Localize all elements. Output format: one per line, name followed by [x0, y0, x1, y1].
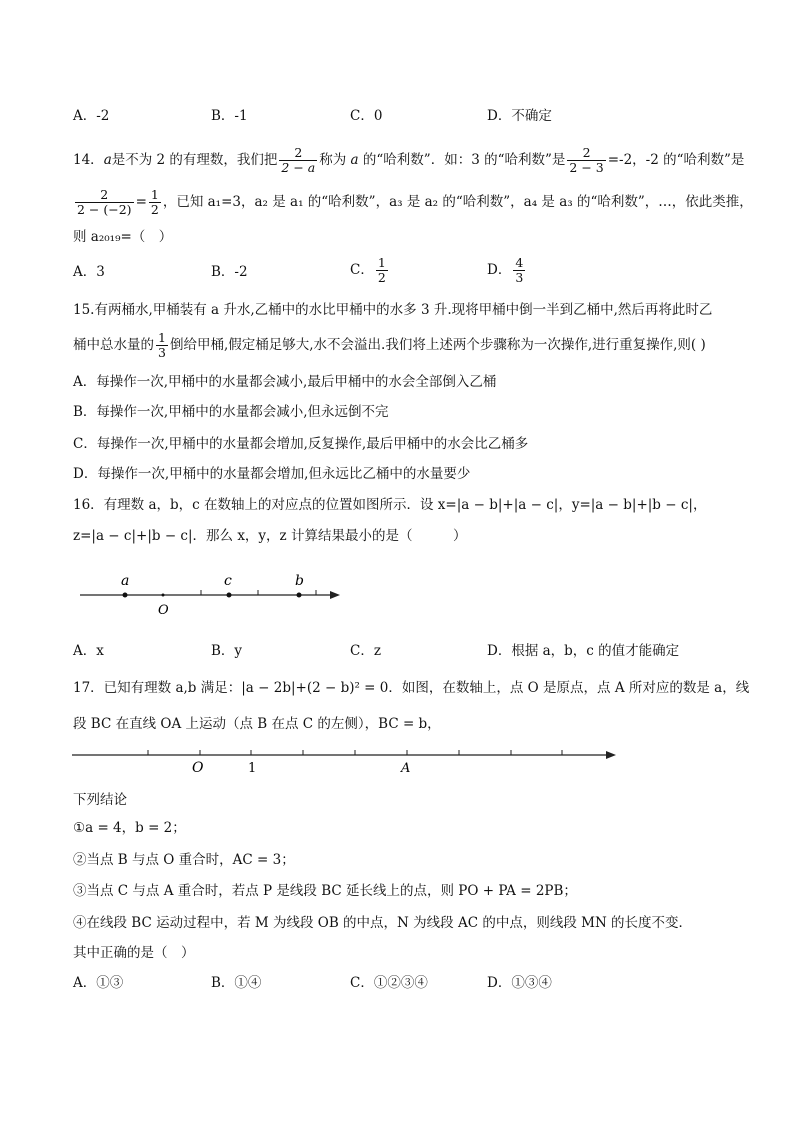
q15-option-b: B．每操作一次,甲桶中的水量都会减小,但永远倒不完 — [73, 404, 389, 420]
q13-option-a: A．-2 — [73, 108, 110, 124]
q15-line1: 15.有两桶水,甲桶装有 a 升水,乙桶中的水比甲桶中的水多 3 升.现将甲桶中倒一半到乙桶中,然后再将此时乙 — [73, 302, 713, 318]
q14-frac-example2: $\frac{2}{2 - (-2)}$ — [77, 187, 132, 217]
q13-option-b: B．-1 — [211, 108, 248, 124]
q14-option-c: C． $\frac{1}{2}$ — [350, 255, 386, 285]
q14-option-b: B．-2 — [211, 264, 248, 280]
q17-question: 其中正确的是（ ） — [73, 945, 195, 961]
q16-option-a: A．x — [73, 643, 104, 659]
q17-label-o: O — [192, 760, 204, 776]
q15-option-c: C．每操作一次,甲桶中的水量都会增加,反复操作,最后甲桶中的水会比乙桶多 — [73, 436, 529, 452]
q16-label-c: c — [224, 573, 232, 589]
q17-line1: 17．已知有理数 a,b 满足：|a − 2b|+(2 − b)² = 0．如图，在数轴上，点 O 是原点，点 A 所对应的数是 a，线 — [73, 680, 750, 696]
q17-option-b: B．①④ — [211, 975, 262, 991]
q14-line1: 14．a是不为 2 的有理数，我们把 $\frac{2}{2 - a}$ 称为 a 的“哈利数”．如：3 的“哈利数”是 $\frac{2}{2 - 3}$ =-2，-2 的“哈利数”是 — [73, 145, 745, 175]
q17-conclusion-4: ④在线段 BC 运动过程中，若 M 为线段 OB 的中点，N 为线段 AC 的中点，则线段 MN 的长度不变． — [73, 915, 693, 931]
q14-frac-half: $\frac{1}{2}$ — [150, 187, 159, 217]
q15-option-d: D．每操作一次,甲桶中的水量都会增加,但永远比乙桶中的水量要少 — [73, 466, 471, 482]
q17-number-line — [70, 745, 630, 775]
q17-option-c: C．①②③④ — [350, 975, 428, 991]
q14-option-d: D． $\frac{4}{3}$ — [487, 255, 524, 285]
q17-conclusion-2: ②当点 B 与点 O 重合时，AC = 3； — [73, 852, 295, 868]
q17-option-a: A．①③ — [73, 975, 124, 991]
q16-line2: z=|a − c|+|b − c|．那么 x，y，z 计算结果最小的是（ ） — [73, 528, 467, 544]
q14-line2: $\frac{2}{2 - (-2)}$ = $\frac{1}{2}$ ，已知 a₁=3，a₂ 是 a₁ 的“哈利数”，a₃ 是 a₂ 的“哈利数”，a₄ 是 a₃ 的“哈利数”，…，依此类推， — [77, 187, 753, 217]
q15-frac-third: $\frac{1}{3}$ — [158, 330, 166, 360]
q16-point-c — [227, 593, 232, 598]
q17-option-d: D．①③④ — [487, 975, 552, 991]
q17-conclusions-title: 下列结论 — [73, 792, 127, 808]
q17-conclusion-1: ①a = 4，b = 2； — [73, 820, 186, 836]
q16-point-a — [123, 593, 128, 598]
q16-label-o: O — [158, 603, 169, 618]
q17-line2: 段 BC 在直线 OA 上运动（点 B 在点 C 的左侧），BC = b， — [73, 716, 441, 732]
q15-line2: 桶中总水量的 $\frac{1}{3}$ 倒给甲桶,假定桶足够大,水不会溢出.我们将上述两个步骤称为一次操作,进行重复操作,则( ) — [73, 330, 706, 360]
q16-point-o — [162, 594, 165, 597]
q16-option-b: B．y — [211, 643, 243, 659]
q13-option-c: C．0 — [350, 108, 383, 124]
q16-line1: 16．有理数 a，b，c 在数轴上的对应点的位置如图所示．设 x=|a − b|+|a − c|，y=|a − b|+|b − c|， — [73, 497, 707, 513]
q16-number-line — [78, 570, 358, 620]
q16-point-b — [297, 593, 302, 598]
q16-label-a: a — [121, 573, 130, 589]
q17-label-a: A — [401, 761, 411, 776]
q14-option-a: A．3 — [73, 264, 105, 280]
q14-frac-hali: $\frac{2}{2 - a}$ — [281, 145, 316, 175]
q14-frac-example1: $\frac{2}{2 - 3}$ — [569, 145, 604, 175]
q14-line3: 则 a₂₀₁₉=（ ） — [73, 229, 173, 245]
q16-option-d: D．根据 a，b，c 的值才能确定 — [487, 643, 680, 659]
q16-option-c: C．z — [350, 643, 381, 659]
q13-option-d: D．不确定 — [487, 108, 552, 124]
q17-label-1: 1 — [248, 761, 257, 776]
q15-option-a: A．每操作一次,甲桶中的水量都会减小,最后甲桶中的水会全部倒入乙桶 — [73, 374, 497, 390]
q17-conclusion-3: ③当点 C 与点 A 重合时，若点 P 是线段 BC 延长线上的点，则 PO + PA = 2PB； — [73, 883, 577, 899]
q16-label-b: b — [295, 573, 304, 589]
